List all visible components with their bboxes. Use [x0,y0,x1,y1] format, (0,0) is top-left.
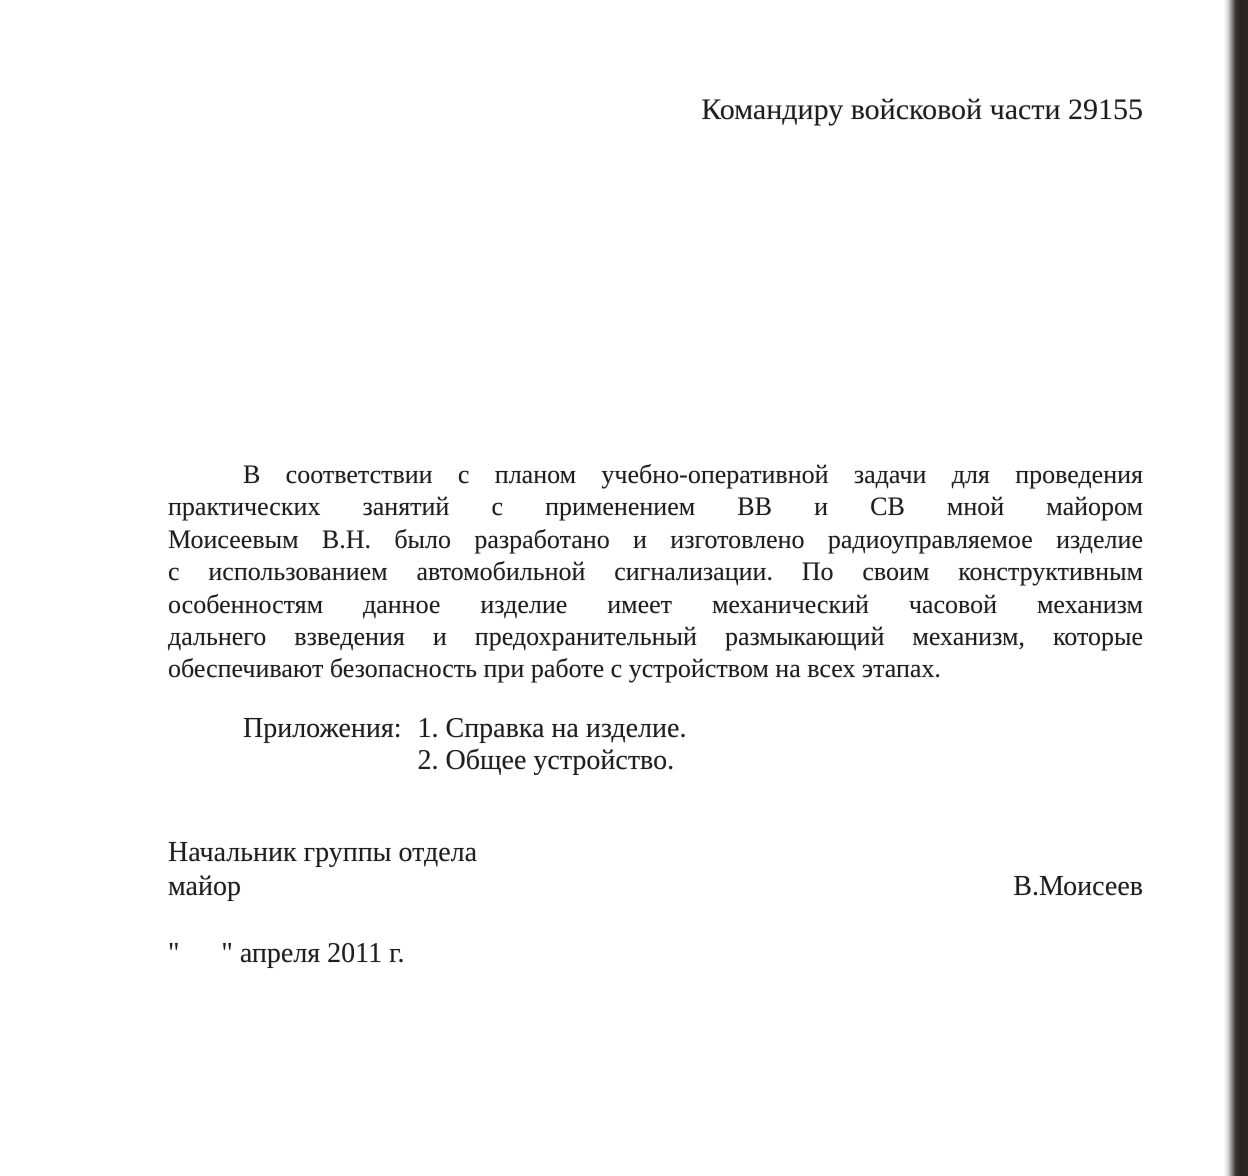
signatory-name: В.Моисеев [1013,871,1143,902]
body-line: Моисеевым В.Н. было разработано и изготовлено радиоуправляемое изделие [168,524,1143,554]
body-line: практических занятий с применением ВВ и СВ мной майором [168,492,1143,522]
attachments-list [418,713,687,777]
attachments-label: Приложения: [243,713,402,744]
signatory-rank: майор [168,871,241,902]
body-line: дальнего взведения и предохранительный размыкающий механизм, которые [168,622,1143,652]
body-line: с использованием автомобильной сигнализации. По своим конструктивным [168,557,1143,587]
body-line: В соответствии с планом учебно-оперативной задачи для проведения [243,460,1143,489]
attachment-item: 1. Справка на изделие. [417,713,687,744]
body-line: обеспечивают безопасность при работе с устройством на всех этапах. [168,654,941,684]
attachments-block [243,713,686,777]
signatory-position: Начальник группы отдела [168,837,478,868]
date-line: " " апреля 2011 г. [168,938,405,969]
signature-row [168,871,1143,903]
scan-edge-strip [1224,0,1248,1176]
addressee-line: Командиру войсковой части 29155 [701,93,1143,126]
body-line: особенностям данное изделие имеет механический часовой механизм [168,589,1143,619]
body-paragraph [168,459,1143,686]
attachment-item: 2. Общее устройство. [417,745,675,776]
